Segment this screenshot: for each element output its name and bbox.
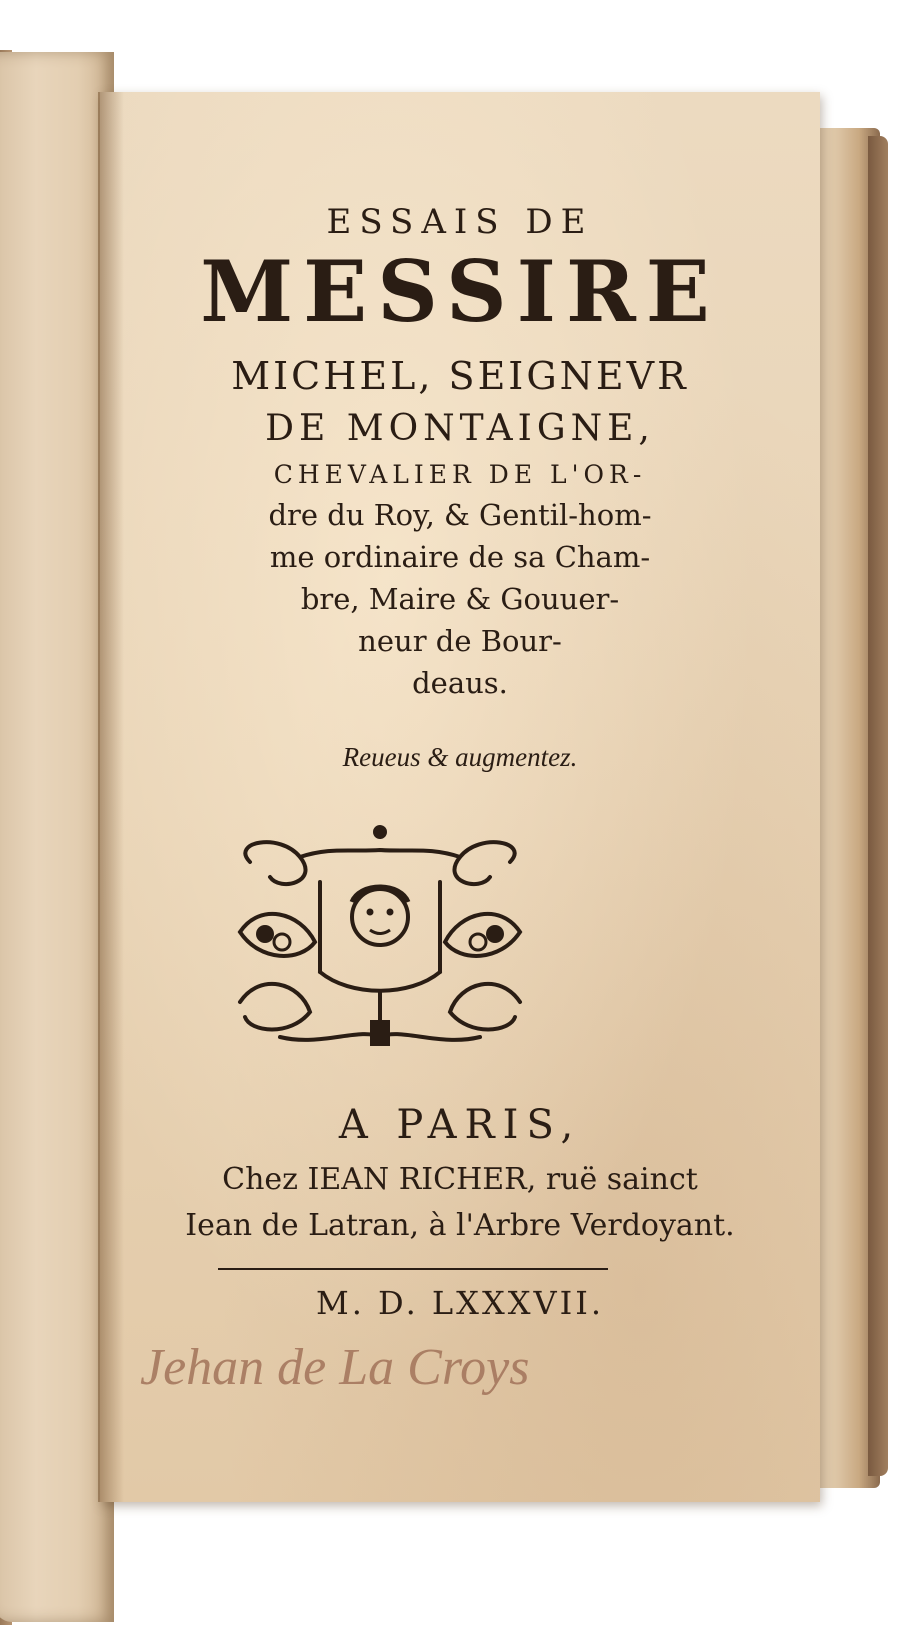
imprint-address: Iean de Latran, à l'Arbre Verdoyant. bbox=[185, 1208, 735, 1243]
title-line-messire: MESSIRE bbox=[200, 242, 720, 341]
title-line-essais: ESSAIS DE bbox=[326, 202, 594, 242]
back-cover bbox=[868, 136, 888, 1476]
title-line-michel: MICHEL, SEIGNEVR bbox=[231, 354, 689, 398]
title-line-deaus: deaus. bbox=[412, 666, 508, 700]
imprint-date: M. D. LXXXVII. bbox=[315, 1284, 605, 1322]
title-page bbox=[100, 92, 820, 1502]
title-line-maire: bre, Maire & Gouuer- bbox=[300, 582, 620, 616]
title-line-chevalier: CHEVALIER DE L'OR- bbox=[273, 460, 647, 489]
divider-rule bbox=[218, 1268, 608, 1270]
title-line-ordinaire: me ordinaire de sa Cham- bbox=[269, 540, 651, 574]
title-line-roy: dre du Roy, & Gentil-hom- bbox=[268, 498, 652, 532]
imprint-city: A PARIS, bbox=[338, 1102, 582, 1148]
ownership-signature bbox=[130, 1322, 590, 1412]
subtitle: Reueus & augmentez. bbox=[342, 742, 578, 772]
book-gutter-shadow bbox=[98, 92, 124, 1502]
left-page bbox=[0, 52, 114, 1622]
title-line-montaigne: DE MONTAIGNE, bbox=[265, 408, 655, 449]
printers-device-ornament-icon bbox=[220, 822, 540, 1054]
signature-text: Jehan de La Croys bbox=[140, 1339, 530, 1396]
title-line-neur: neur de Bour- bbox=[358, 624, 562, 658]
imprint-printer: Chez IEAN RICHER, ruë sainct bbox=[222, 1162, 698, 1197]
